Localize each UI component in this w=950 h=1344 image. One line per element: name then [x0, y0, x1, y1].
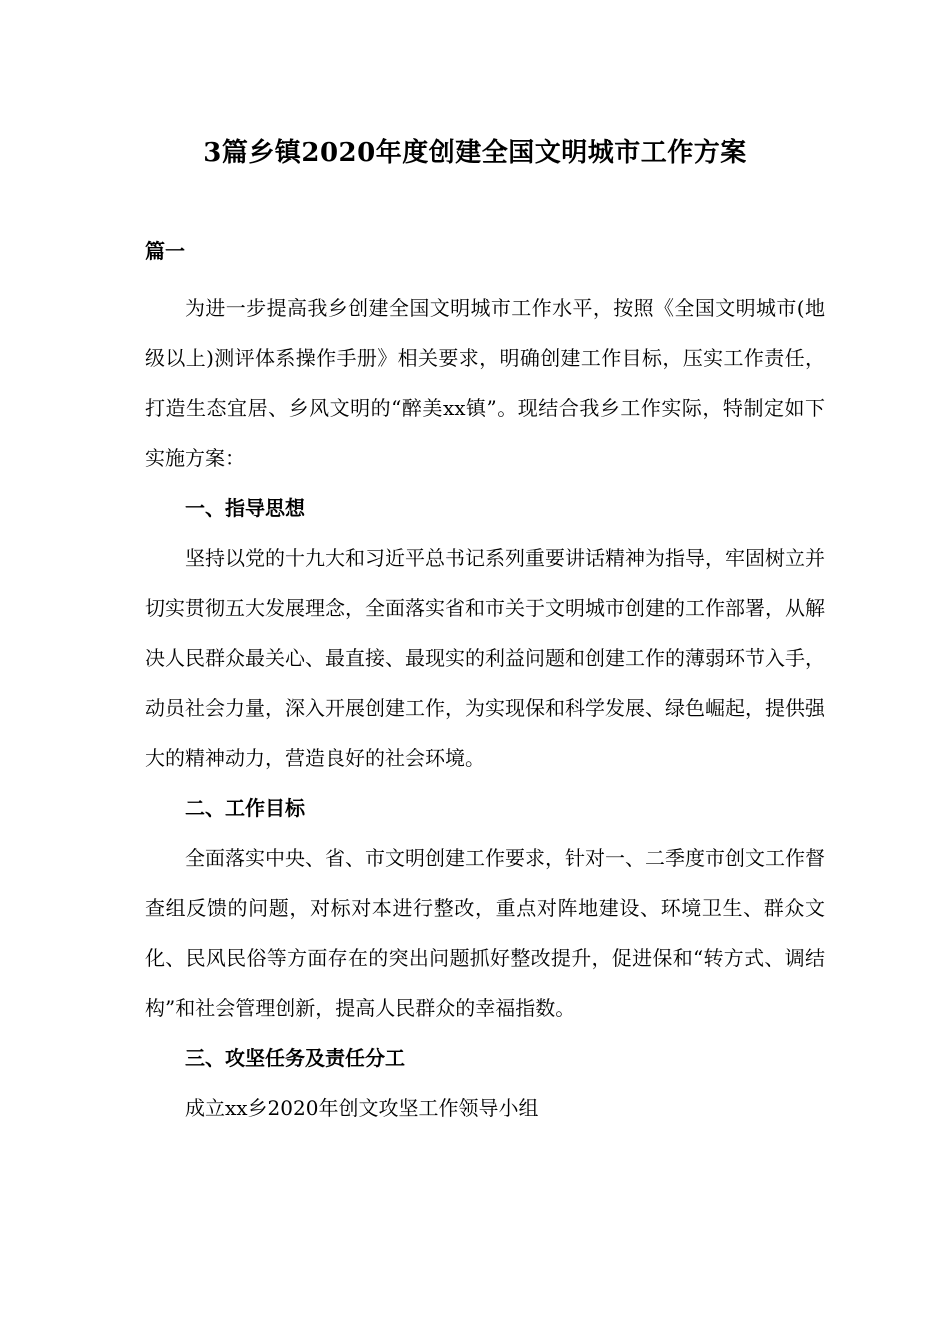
paragraph-work-goals: 全面落实中央、省、市文明创建工作要求，针对一、二季度市创文工作督查组反馈的问题，对标对本进行整改，重点对阵地建设、环境卫生、群众文化、民风民俗等方面存在的突出问题抓好整改提升，促进保和“转方式、调结构”和社会管理创新，提高人民群众的幸福指数。	[145, 846, 825, 1020]
heading-tasks-responsibilities: 三、攻坚任务及责任分工	[185, 1046, 405, 1070]
paragraph-guiding-ideology: 坚持以党的十九大和习近平总书记系列重要讲话精神为指导，牢固树立并切实贯彻五大发展理念，全面落实省和市关于文明城市创建的工作部署，从解决人民群众最关心、最直接、最现实的利益问题和创建工作的薄弱环节入手，动员社会力量，深入开展创建工作，为实现保和科学发展、绿色崛起，提供强大的精神动力，营造良好的社会环境。	[145, 546, 825, 770]
document-body	[145, 283, 825, 1133]
heading-work-goals: 二、工作目标	[185, 796, 305, 820]
paragraph-leading-group: 成立xx乡2020年创文攻坚工作领导小组	[185, 1096, 539, 1120]
document-title: 3篇乡镇2020年度创建全国文明城市工作方案	[203, 138, 747, 168]
intro-paragraph: 为进一步提高我乡创建全国文明城市工作水平，按照《全国文明城市(地级以上)测评体系操作手册》相关要求，明确创建工作目标，压实工作责任，打造生态宜居、乡风文明的“醉美xx镇”。现结合我乡工作实际，特制定如下实施方案：	[145, 296, 825, 470]
section-label: 篇一	[145, 239, 185, 263]
heading-guiding-ideology: 一、指导思想	[185, 496, 305, 520]
